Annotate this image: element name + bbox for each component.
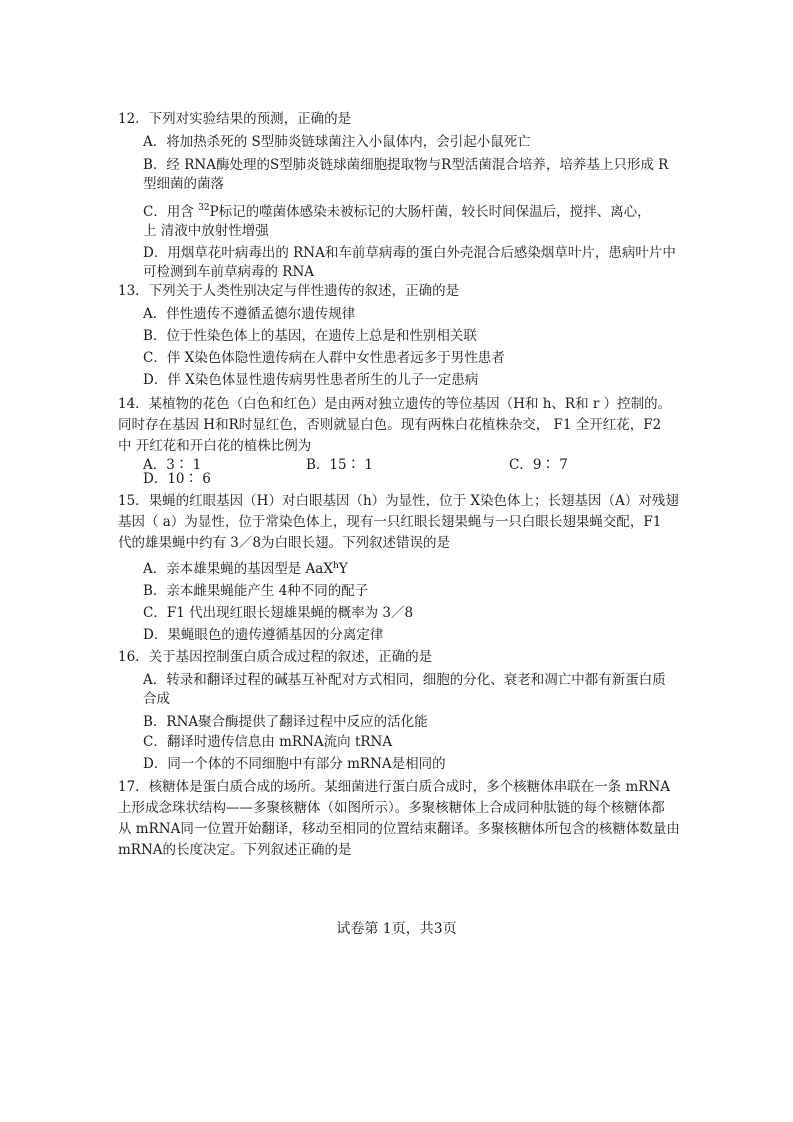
question-12-stem: 12．下列对实验结果的预测，正确的是: [118, 111, 352, 127]
question-13-option-a: A．伴性遗传不遵循孟德尔遗传规律: [143, 306, 356, 322]
question-17-stem-line4: mRNA的长度决定。下列叙述正确的是: [118, 842, 352, 858]
page-footer: 试卷第 1页，共3页: [336, 921, 457, 937]
question-16-option-a-line1: A．转录和翻译过程的碱基互补配对方式相同，细胞的分化、衰老和凋亡中都有新蛋白质: [143, 672, 666, 688]
question-15-stem-line3: 代的雄果蝇中约有 3／8为白眼长翅。下列叙述错误的是: [118, 535, 450, 551]
allele-superscript: h: [332, 561, 339, 571]
question-14-option-c: C．9∶ 7: [509, 457, 568, 473]
genotype-suffix: Y: [338, 561, 348, 577]
question-15-option-d: D．果蝇眼色的遗传遵循基因的分离定律: [143, 627, 384, 643]
question-13-stem: 13．下列关于人类性别决定与伴性遗传的叙述，正确的是: [118, 283, 460, 299]
question-12-option-d-line1: D．用烟草花叶病毒出的 RNA和车前草病毒的蛋白外壳混合后感染烟草叶片，患病叶片中: [143, 245, 676, 261]
question-14-option-b: B．15∶ 1: [306, 457, 373, 473]
question-14-stem-line2: 同时存在基因 H和R时显红色，否则就显白色。现有两株白花植株杂交， F1 全开红花，F2: [118, 417, 662, 433]
question-12-option-c-line1: [143, 203, 651, 223]
question-12-option-d-line2: 可检测到车前草病毒的 RNA: [143, 264, 315, 280]
question-16-option-c: C．翻译时遗传信息由 mRNA流向 tRNA: [143, 734, 393, 750]
question-12-option-b-line2: 型细菌的菌落: [143, 176, 224, 192]
question-16-option-a-line2: 合成: [143, 691, 170, 707]
question-14-stem-line1: 14．某植物的花色（白色和红色）是由两对独立遗传的等位基因（H和 h、R和 r ）控制的。: [118, 396, 672, 412]
question-16-option-b: B．RNA聚合酶提供了翻译过程中反应的活化能: [143, 714, 428, 730]
question-12-option-b-line1: B．经 RNA酶处理的S型肺炎链球菌细胞提取物与R型活菌混合培养，培养基上只形成 R: [143, 157, 669, 173]
question-16-stem: 16．关于基因控制蛋白质合成过程的叙述，正确的是: [118, 649, 433, 665]
question-15-stem-line2: 基因（ a）为显性，位于常染色体上，现有一只红眼长翅果蝇与一只白眼长翅果蝇交配，F1: [118, 514, 662, 530]
question-13-option-b: B．位于性染色体上的基因，在遗传上总是和性别相关联: [143, 328, 477, 344]
option-c-prefix: C．用含: [143, 204, 199, 220]
question-12-option-a: A．将加热杀死的 S型肺炎链球菌注入小鼠体内，会引起小鼠死亡: [143, 134, 531, 150]
question-13-option-d: D．伴 X染色体显性遗传病男性患者所生的儿子一定患病: [143, 372, 479, 388]
question-14-option-a: A．3∶ 1: [143, 457, 202, 473]
question-15-stem-line1: 15．果蝇的红眼基因（H）对白眼基因（h）为显性，位于 X染色体上；长翅基因（A）对残翅: [118, 493, 679, 509]
question-14-stem-line3: 中 开红花和开白花的植株比例为: [118, 438, 312, 454]
question-17-stem-line2: 上形成念珠状结构——多聚核糖体（如图所示）。多聚核糖体上合成同种肽链的每个核糖体都: [118, 800, 665, 816]
question-17-stem-line3: 从 mRNA同一位置开始翻译，移动至相同的位置结束翻译。多聚核糖体所包含的核糖体数量由: [118, 821, 680, 837]
question-15-option-a: [143, 560, 348, 580]
isotope-superscript: 32: [198, 203, 210, 213]
option-c-text: P标记的噬菌体感染未被标记的大肠杆菌，较长时间保温后，搅拌、离心，: [209, 204, 651, 220]
genotype-prefix: A．亲本雄果蝇的基因型是 AaX: [143, 561, 333, 577]
question-17-stem-line1: 17．核糖体是蛋白质合成的场所。某细菌进行蛋白质合成时，多个核糖体串联在一条 mRNA: [118, 779, 670, 795]
question-15-option-c: C．F1 代出现红眼长翅雄果蝇的概率为 3／8: [143, 605, 414, 621]
question-16-option-d: D．同一个体的不同细胞中有部分 mRNA是相同的: [143, 756, 446, 772]
question-12-option-c-line2: 上 清液中放射性增强: [143, 223, 269, 239]
question-14-option-d: D．10∶ 6: [143, 471, 211, 487]
question-13-option-c: C．伴 X染色体隐性遗传病在人群中女性患者远多于男性患者: [143, 350, 505, 366]
question-15-option-b: B．亲本雌果蝇能产生 4种不同的配子: [143, 583, 369, 599]
